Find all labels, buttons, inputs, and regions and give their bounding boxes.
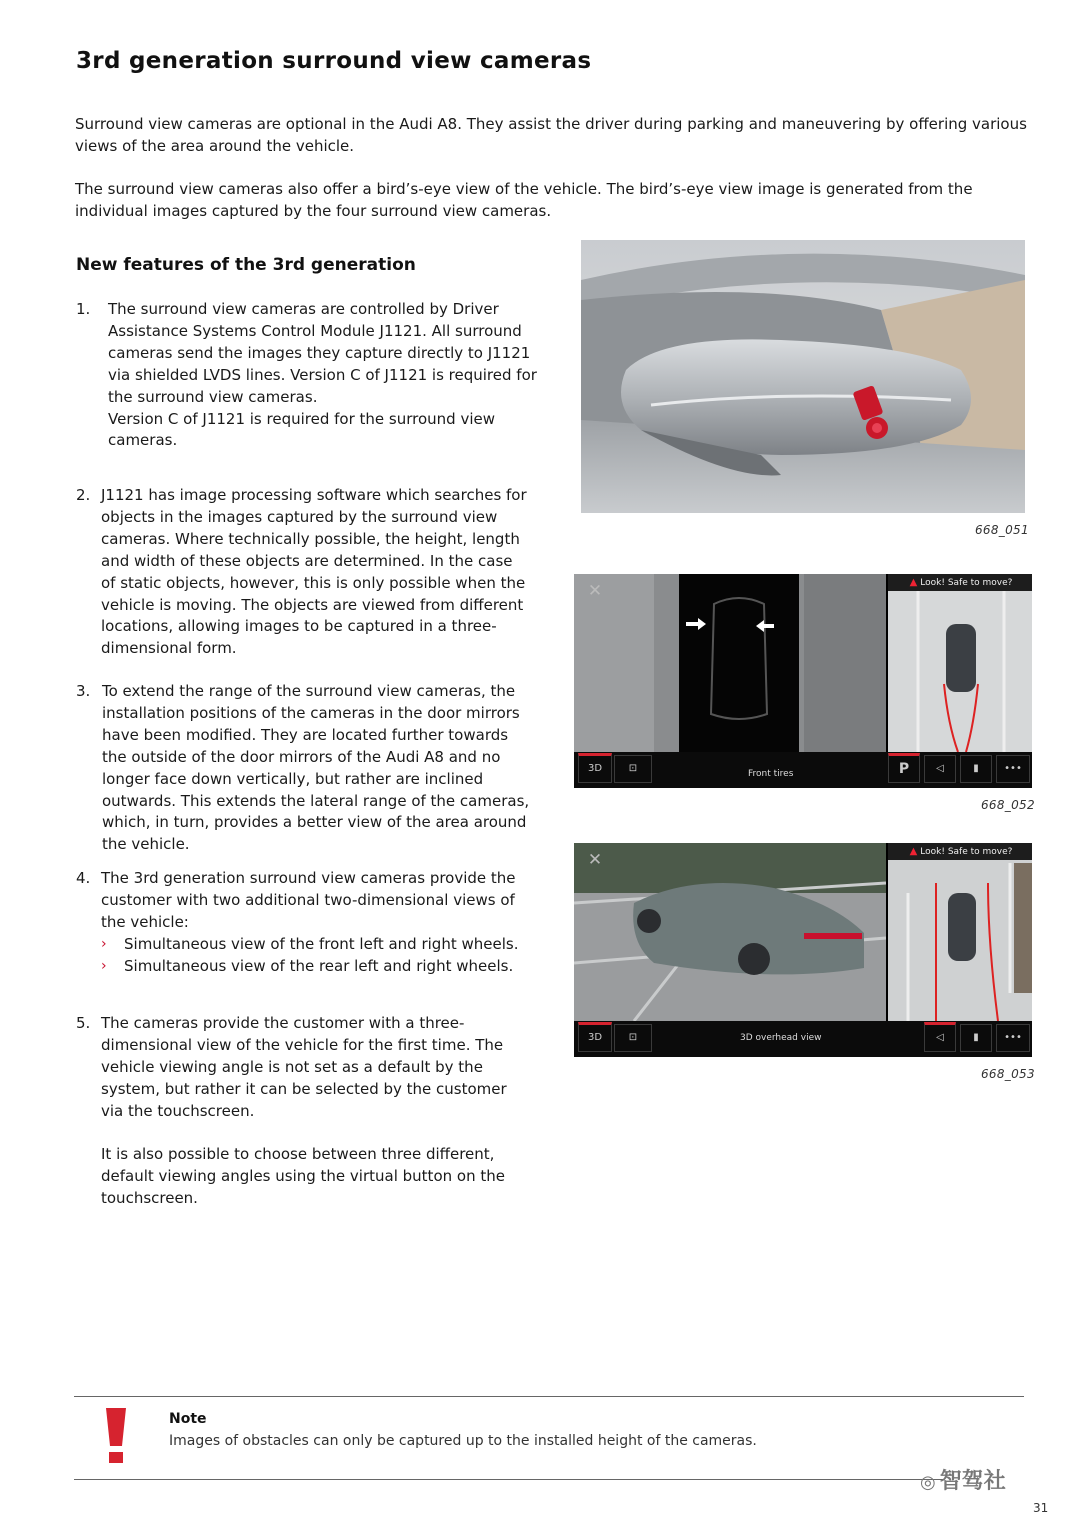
speaker-icon: ◁ [936, 763, 944, 774]
3d-view-illustration [574, 843, 886, 1021]
warning-triangle-icon: ▲ [909, 846, 918, 857]
note-title: Note [169, 1411, 207, 1427]
feature-text: J1121 has image processing software which searches for objects in the images captured by the surround view cameras. Where technically possible, the height, length and width of these objects are determined. In the case of static objects, however, this is only possible when the vehicle is moving. The objects are viewed from different locations, allowing images to be captured in a three-dimensional form. [101, 486, 527, 658]
feature-number: 2. [76, 486, 91, 504]
camera-button[interactable] [960, 1024, 992, 1052]
more-button[interactable] [996, 755, 1030, 783]
feature-text: The 3rd generation surround view cameras provide the customer with two additional two-dimensional views of the vehicle: [101, 869, 516, 931]
more-button[interactable] [996, 1024, 1030, 1052]
car-top-icon: ⊡ [628, 763, 638, 774]
close-button[interactable]: ✕ [587, 581, 603, 601]
camera-icon: ▮ [973, 1032, 979, 1043]
birds-eye-pane [886, 574, 1032, 752]
note-text: Images of obstacles can only be captured up to the installed height of the cameras. [169, 1433, 757, 1449]
feature-text: Version C of J1121 is required for the surround view cameras. [108, 409, 495, 450]
view-select-button[interactable] [614, 1024, 652, 1052]
warning-banner [888, 843, 1032, 860]
warning-text: Look! Safe to move? [920, 847, 1013, 857]
feature-text: It is also possible to choose between three different, default viewing angles using the virtual button on the touchscreen. [101, 1145, 505, 1208]
front-tires-view-illustration [574, 574, 886, 752]
feature-number: 4. [76, 869, 91, 887]
camera-view-pane [574, 843, 886, 1021]
birds-eye-pane [886, 843, 1032, 1021]
3d-toggle-button[interactable] [578, 753, 612, 783]
feature-text: To extend the range of the surround view cameras, the installation positions of the cameras in the door mirrors have been modified. They are located further towards the outside of the door mirrors of the Audi A8 and no longer face down vertically, but rather are inclined outwards. This extends the lateral range of the cameras, which, in turn, provides a better view of the area around the vehicle. [102, 682, 530, 854]
note-divider-bottom [74, 1479, 944, 1480]
close-button[interactable]: ✕ [587, 850, 603, 870]
figure-caption: 668_051 [975, 523, 1029, 537]
feature-bullet-list [101, 934, 531, 978]
mirror-camera-image [581, 240, 1025, 513]
feature-item-5 [76, 1013, 546, 1210]
warning-banner [888, 574, 1032, 591]
camera-control-bar [574, 752, 1032, 788]
figure-caption: 668_053 [981, 1067, 1035, 1081]
birds-eye-illustration [888, 574, 1032, 752]
exclamation-icon [104, 1408, 128, 1463]
button-label: 3D [587, 763, 603, 774]
speaker-icon: ◁ [936, 1032, 944, 1043]
feature-item-1 [76, 299, 546, 452]
camera-view-pane [574, 574, 886, 752]
figure-caption: 668_052 [981, 798, 1035, 812]
feature-number: 5. [76, 1014, 91, 1032]
intro-paragraph-1: Surround view cameras are optional in the Audi A8. They assist the driver during parking and maneuvering by offering various views of the area around the vehicle. [75, 115, 1027, 155]
warning-text: Look! Safe to move? [920, 578, 1013, 588]
mirror-camera-illustration [581, 240, 1025, 513]
note-divider-top [74, 1396, 1024, 1397]
feature-item-4 [76, 868, 546, 978]
feature-number: 3. [76, 682, 91, 700]
more-icon: ••• [1004, 1032, 1022, 1043]
camera-button[interactable] [960, 755, 992, 783]
front-tires-screen [574, 574, 1032, 788]
button-label: 3D [587, 1032, 603, 1043]
feature-item-3 [76, 681, 546, 856]
feature-text: The cameras provide the customer with a three-dimensional view of the vehicle for the first time. The vehicle viewing angle is not set as a default by the system, but rather it can be selected by the customer via the touchscreen. [101, 1014, 507, 1120]
3d-toggle-button[interactable] [578, 1022, 612, 1052]
view-label: 3D overhead view [740, 1033, 822, 1043]
chevron-right-icon: › [101, 935, 107, 952]
sound-button[interactable] [924, 755, 956, 783]
list-item-text: Simultaneous view of the rear left and right wheels. [124, 956, 514, 975]
view-label: Front tires [748, 769, 794, 779]
feature-number: 1. [76, 300, 91, 318]
list-item [101, 934, 531, 956]
more-icon: ••• [1004, 763, 1022, 774]
feature-item-2 [76, 485, 546, 660]
section-heading: New features of the 3rd generation [76, 255, 416, 275]
watermark-text: 智驾社 [939, 1469, 1006, 1494]
camera-control-bar [574, 1021, 1032, 1057]
sound-button[interactable] [924, 1022, 956, 1052]
list-item-text: Simultaneous view of the front left and right wheels. [124, 934, 519, 953]
page-number: 31 [1033, 1501, 1049, 1515]
feature-text: The surround view cameras are controlled by Driver Assistance Systems Control Module J1121. All surround cameras send the images they capture directly to J1121 via shielded LVDS lines. Version C of J1121 is required for the surround view cameras. [108, 300, 537, 406]
watermark [920, 1464, 1006, 1495]
car-side-icon: ⊡ [628, 1032, 638, 1043]
3d-overhead-screen [574, 843, 1032, 1057]
view-select-button[interactable] [614, 755, 652, 783]
intro-paragraph-2: The surround view cameras also offer a bird’s-eye view of the vehicle. The bird’s-eye view image is generated from the individual images captured by the four surround view cameras. [75, 180, 973, 220]
chevron-right-icon: › [101, 957, 107, 974]
button-label: P [898, 761, 910, 777]
page-title: 3rd generation surround view cameras [76, 48, 592, 74]
camera-icon: ▮ [973, 763, 979, 774]
wechat-icon: ◎ [920, 1472, 936, 1493]
park-assist-button[interactable] [888, 753, 920, 783]
birds-eye-illustration [888, 843, 1032, 1021]
warning-triangle-icon: ▲ [909, 577, 918, 588]
list-item [101, 956, 531, 978]
